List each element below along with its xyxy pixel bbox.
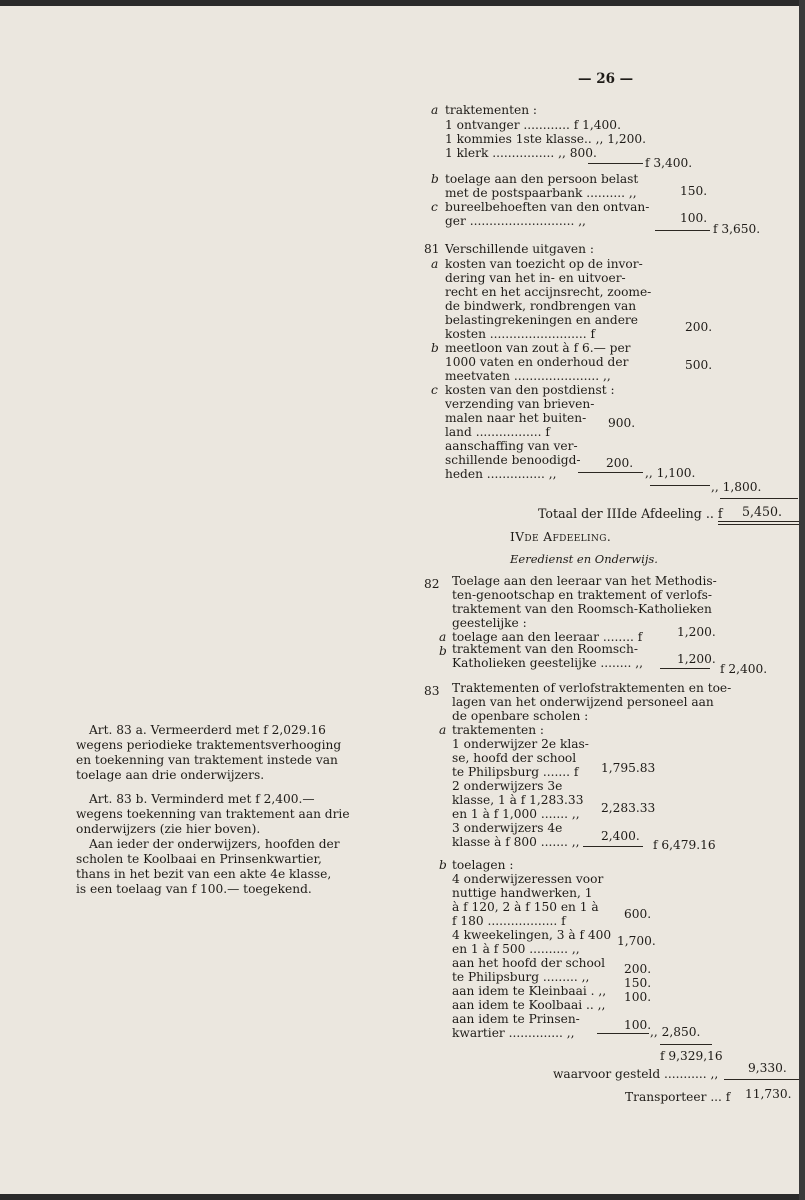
art81-b-line: 1000 vaten en onderhoud der (445, 355, 629, 369)
art83-b-line: 4 kweekelingen, 3 à f 400 (452, 928, 612, 942)
note-line: is een toelaag van f 100.— toegekend. (76, 882, 312, 896)
art83-b-line: en 1 à f 500 .......... ,, (452, 942, 580, 956)
note-line: wegens periodieke traktementsverhooging (76, 738, 342, 752)
sec-b-line1: toelage aan den persoon belast (445, 172, 639, 186)
note-line: Aan ieder der onderwijzers, hoofden der (89, 837, 340, 851)
art83-a-amt2: 2,283.33 (601, 801, 656, 815)
art82-line: traktement van den Roomsch-Katholieken (452, 602, 712, 616)
art83-a-title: traktementen : (452, 723, 545, 737)
art83-b-line: aan idem te Prinsen- (452, 1012, 580, 1026)
art83-b-line: 4 onderwijzeressen voor (452, 872, 604, 886)
sec-a-ontvanger: 1 ontvanger ............ f 1,400. (445, 118, 621, 132)
art81-c-line: kosten van den postdienst : (445, 383, 615, 397)
rule (660, 1044, 712, 1045)
art82-b-marker: b (439, 644, 447, 658)
sec-c-marker: c (431, 200, 438, 214)
art83-a-marker: a (439, 723, 447, 737)
rule (588, 163, 643, 164)
art81-c-line: malen naar het buiten- (445, 411, 587, 425)
art81-a-line: recht en het accijnsrecht, zoome- (445, 285, 652, 299)
art81-b-line: meetvaten ...................... ,, (445, 369, 611, 383)
art83-b-amt6: 100. (624, 1018, 652, 1032)
sec-b-line2: met de postspaarbank .......... ,, (445, 186, 637, 200)
art83-b-amt2: 1,700. (617, 934, 656, 948)
art81-b-amount: 500. (685, 358, 713, 372)
art82-a-amount: 1,200. (677, 625, 716, 639)
art81-a-line: de bindwerk, rondbrengen van (445, 299, 637, 313)
note-line: toelage aan drie onderwijzers. (76, 768, 265, 782)
art81-b-line: meetloon van zout à f 6.— per (445, 341, 631, 355)
art83-b-amt3: 200. (624, 962, 652, 976)
art81-total: ,, 1,800. (711, 480, 762, 494)
art82-b-amount: 1,200. (677, 652, 716, 666)
sec-a-title: traktementen : (445, 103, 538, 117)
art83-a-amt3: 2,400. (601, 829, 640, 843)
art81-a-line: kosten ......................... f (445, 327, 596, 341)
document-page (0, 6, 800, 1194)
afd4-title: IVde Afdeeling. (510, 530, 612, 544)
art83-b-marker: b (439, 858, 447, 872)
rule (583, 846, 643, 847)
art83-b-line: kwartier .............. ,, (452, 1026, 575, 1040)
art83-b-amt5: 100. (624, 990, 652, 1004)
art83-number: 83 (424, 684, 440, 698)
note-line: Art. 83 b. Verminderd met f 2,400.— (89, 792, 315, 806)
art81-a-amount: 200. (685, 320, 713, 334)
note-line: scholen te Koolbaai en Prinsenkwartier, (76, 852, 322, 866)
scan-edge (799, 0, 805, 1200)
art83-a-line: 2 onderwijzers 3e (452, 779, 563, 793)
note-line: thans in het bezit van een akte 4e klasse, (76, 867, 332, 881)
rule (597, 1033, 649, 1034)
sec-c-amount: 100. (680, 211, 708, 225)
rule (650, 485, 710, 486)
art83-b-subtotal: ,, 2,850. (650, 1025, 701, 1039)
sec-a-klerk: 1 klerk ................ ,, 800. (445, 146, 597, 160)
transport-amount: 11,730. (745, 1087, 792, 1101)
art81-c-amount2: 200. (606, 456, 634, 470)
art83-a-subtotal: f 6,479.16 (653, 838, 716, 852)
art81-c-marker: c (431, 383, 438, 397)
art83-b-title: toelagen : (452, 858, 514, 872)
art81-b-marker: b (431, 341, 439, 355)
art83-a-line: en 1 à f 1,000 ....... ,, (452, 807, 580, 821)
art83-b-line: à f 120, 2 à f 150 en 1 à (452, 900, 599, 914)
art82-b-line: traktement van den Roomsch- (452, 642, 638, 656)
note-line: onderwijzers (zie hier boven). (76, 822, 261, 836)
art82-line: ten-genootschap en traktement of verlofs- (452, 588, 712, 602)
art83-a-line: klasse, 1 à f 1,283.33 (452, 793, 584, 807)
rule (724, 1079, 800, 1080)
art83-a-line: 3 onderwijzers 4e (452, 821, 563, 835)
art81-c-subtotal: ,, 1,100. (645, 466, 696, 480)
art82-b-line: Katholieken geestelijke ........ ,, (452, 656, 644, 670)
art81-a-line: dering van het in- en uitvoer- (445, 271, 626, 285)
rule (660, 668, 710, 669)
double-rule (718, 521, 800, 525)
art83-a-amt1: 1,795.83 (601, 761, 656, 775)
art83-gesteld-amount: 9,330. (748, 1061, 787, 1075)
art81-c-line: verzending van brieven- (445, 397, 595, 411)
art83-a-line: se, hoofd der school (452, 751, 577, 765)
art83-gesteld-label: waarvoor gesteld ........... ,, (553, 1067, 719, 1081)
art83-b-line: te Philipsburg ......... ,, (452, 970, 590, 984)
afd4-subtitle: Eeredienst en Onderwijs. (510, 552, 658, 566)
art83-b-line: aan het hoofd der school (452, 956, 606, 970)
art81-title: Verschillende uitgaven : (445, 242, 594, 256)
sec-c-line2: ger ........................... ,, (445, 214, 586, 228)
art81-c-line2: schillende benoodigd- (445, 453, 581, 467)
sec-a-kommies: 1 kommies 1ste klasse.. ,, 1,200. (445, 132, 646, 146)
art81-a-line: kosten van toezicht op de invor- (445, 257, 643, 271)
art82-line: Toelage aan den leeraar van het Methodis- (452, 574, 717, 588)
art83-a-line: te Philipsburg ....... f (452, 765, 579, 779)
art83-b-line: nuttige handwerken, 1 (452, 886, 593, 900)
page-number: — 26 — (578, 71, 634, 87)
art81-c-line: land ................. f (445, 425, 550, 439)
art81-a-line: belastingrekeningen en andere (445, 313, 638, 327)
sec-b-amount: 150. (680, 184, 708, 198)
art81-c-amount1: 900. (608, 416, 636, 430)
art83-a-line: klasse à f 800 ....... ,, (452, 835, 580, 849)
art81-c-line2: aanschaffing van ver- (445, 439, 578, 453)
totaal3-amount: 5,450. (742, 504, 783, 519)
sec-c-line1: bureelbehoeften van den ontvan- (445, 200, 650, 214)
sec-a-subtotal: f 3,400. (645, 156, 693, 170)
note-line: en toekenning van traktement instede van (76, 753, 338, 767)
totaal3-label: Totaal der IIIde Afdeeling .. f (538, 506, 723, 521)
art81-number: 81 (424, 242, 440, 256)
art83-b-line: aan idem te Kleinbaai . ,, (452, 984, 607, 998)
transport-label: Transporteer ... f (625, 1090, 731, 1104)
art83-sum: f 9,329,16 (660, 1049, 723, 1063)
art83-a-line: 1 onderwijzer 2e klas- (452, 737, 589, 751)
rule (720, 498, 798, 499)
art82-a-line: toelage aan den leeraar ........ f (452, 630, 643, 644)
art83-b-amt1: 600. (624, 907, 652, 921)
art81-a-marker: a (431, 257, 439, 271)
art83-line: Traktementen of verlofstraktementen en toe- (452, 681, 732, 695)
art82-total: f 2,400. (720, 662, 768, 676)
art83-b-amt4: 150. (624, 976, 652, 990)
art82-a-marker: a (439, 630, 447, 644)
art82-line: geestelijke : (452, 616, 527, 630)
note-line: Art. 83 a. Vermeerderd met f 2,029.16 (89, 723, 326, 737)
art83-line: de openbare scholen : (452, 709, 589, 723)
sec-c-total: f 3,650. (713, 222, 761, 236)
art81-c-line2: heden ............... ,, (445, 467, 557, 481)
sec-b-marker: b (431, 172, 439, 186)
note-line: wegens toekenning van traktement aan drie (76, 807, 350, 821)
art83-b-line: aan idem te Koolbaai .. ,, (452, 998, 606, 1012)
art83-b-line: f 180 .................. f (452, 914, 566, 928)
sec-a-marker: a (431, 103, 439, 117)
art83-line: lagen van het onderwijzend personeel aan (452, 695, 714, 709)
art82-number: 82 (424, 577, 440, 591)
rule (655, 230, 710, 231)
rule (578, 472, 643, 473)
